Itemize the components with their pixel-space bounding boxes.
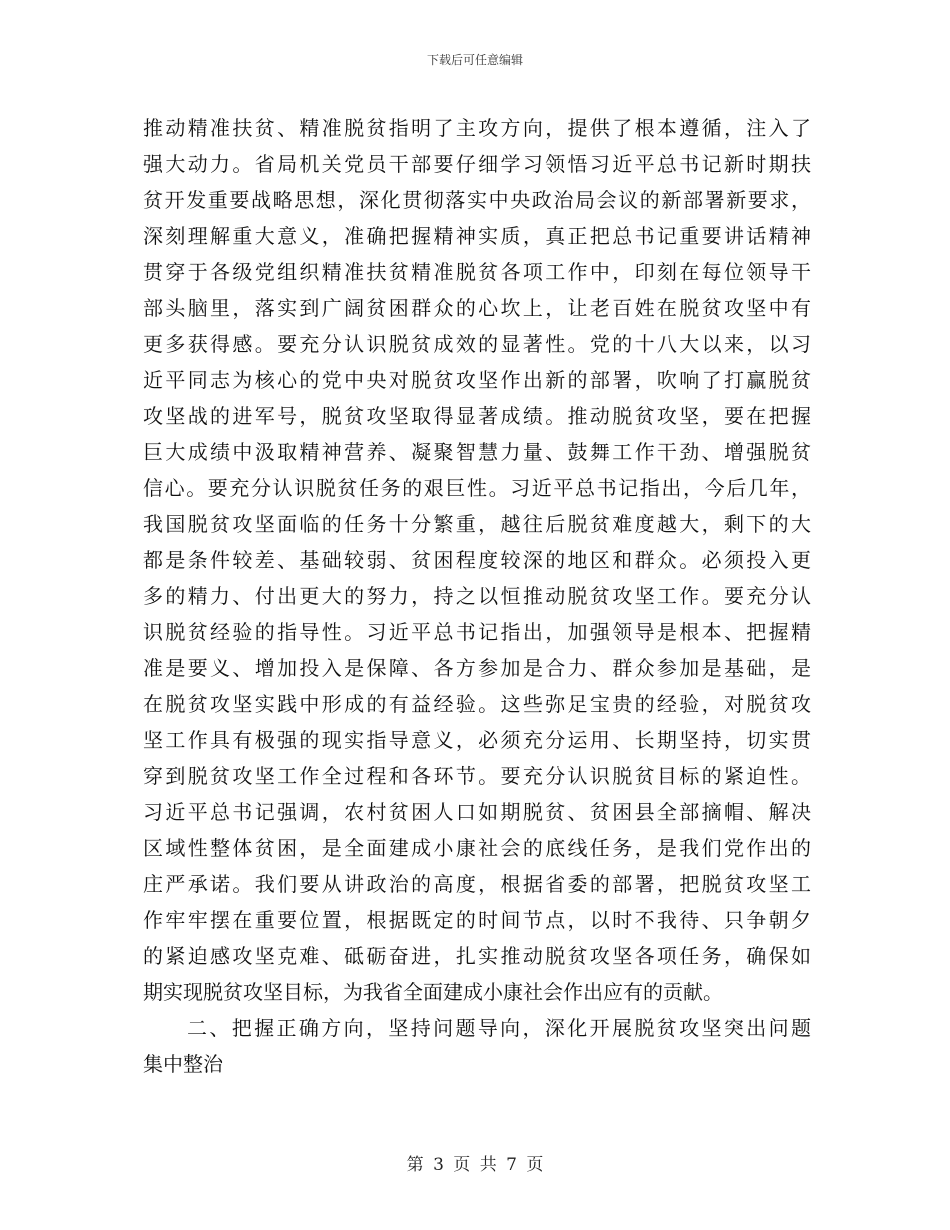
section-heading-line: 二、把握正确方向，坚持问题导向，深化开展脱贫攻坚突出问题 [187, 1016, 811, 1040]
body-line: 强大动力。省局机关党员干部要仔细学习领悟习近平总书记新时期扶 [143, 152, 811, 176]
body-line: 深刻理解重大意义，准确把握精神实质，真正把总书记重要讲话精神 [143, 224, 811, 248]
body-line: 庄严承诺。我们要从讲政治的高度，根据省委的部署，把脱贫攻坚工 [143, 872, 811, 896]
body-line: 穿到脱贫攻坚工作全过程和各环节。要充分认识脱贫目标的紧迫性。 [143, 764, 811, 788]
body-line: 作牢牢摆在重要位置，根据既定的时间节点，以时不我待、只争朝夕 [143, 908, 811, 932]
body-line: 推动精准扶贫、精准脱贫指明了主攻方向，提供了根本遵循，注入了 [143, 116, 811, 140]
body-line: 多的精力、付出更大的努力，持之以恒推动脱贫攻坚工作。要充分认 [143, 584, 811, 608]
body-line: 期实现脱贫攻坚目标，为我省全面建成小康社会作出应有的贡献。 [143, 980, 723, 1004]
body-line: 近平同志为核心的党中央对脱贫攻坚作出新的部署，吹响了打赢脱贫 [143, 368, 811, 392]
body-line: 在脱贫攻坚实践中形成的有益经验。这些弥足宝贵的经验，对脱贫攻 [143, 692, 811, 716]
section-heading-line: 集中整治 [143, 1052, 223, 1076]
body-line: 部头脑里，落实到广阔贫困群众的心坎上，让老百姓在脱贫攻坚中有 [143, 296, 811, 320]
body-line: 识脱贫经验的指导性。习近平总书记指出，加强领导是根本、把握精 [143, 620, 811, 644]
body-line: 攻坚战的进军号，脱贫攻坚取得显著成绩。推动脱贫攻坚，要在把握 [143, 404, 811, 428]
body-line: 更多获得感。要充分认识脱贫成效的显著性。党的十八大以来，以习 [143, 332, 811, 356]
body-line: 坚工作具有极强的现实指导意义，必须充分运用、长期坚持，切实贯 [143, 728, 811, 752]
body-line: 巨大成绩中汲取精神营养、凝聚智慧力量、鼓舞工作干劲、增强脱贫 [143, 440, 811, 464]
body-line: 的紧迫感攻坚克难、砥砺奋进，扎实推动脱贫攻坚各项任务，确保如 [143, 944, 811, 968]
body-line: 贫开发重要战略思想，深化贯彻落实中央政治局会议的新部署新要求， [143, 188, 811, 212]
body-line: 都是条件较差、基础较弱、贫困程度较深的地区和群众。必须投入更 [143, 548, 811, 572]
page-header: 下载后可任意编辑 [426, 53, 523, 67]
body-line: 信心。要充分认识脱贫任务的艰巨性。习近平总书记指出，今后几年， [143, 476, 811, 500]
body-line: 习近平总书记强调，农村贫困人口如期脱贫、贫困县全部摘帽、解决 [143, 800, 811, 824]
document-body [143, 110, 811, 1082]
body-line: 区域性整体贫困，是全面建成小康社会的底线任务，是我们党作出的 [143, 836, 811, 860]
body-line: 贯穿于各级党组织精准扶贫精准脱贫各项工作中，印刻在每位领导干 [143, 260, 811, 284]
page-number-footer: 第 3 页 共 7 页 [406, 1155, 544, 1175]
body-line: 我国脱贫攻坚面临的任务十分繁重，越往后脱贫难度越大，剩下的大 [143, 512, 811, 536]
body-line: 准是要义、增加投入是保障、各方参加是合力、群众参加是基础，是 [143, 656, 811, 680]
